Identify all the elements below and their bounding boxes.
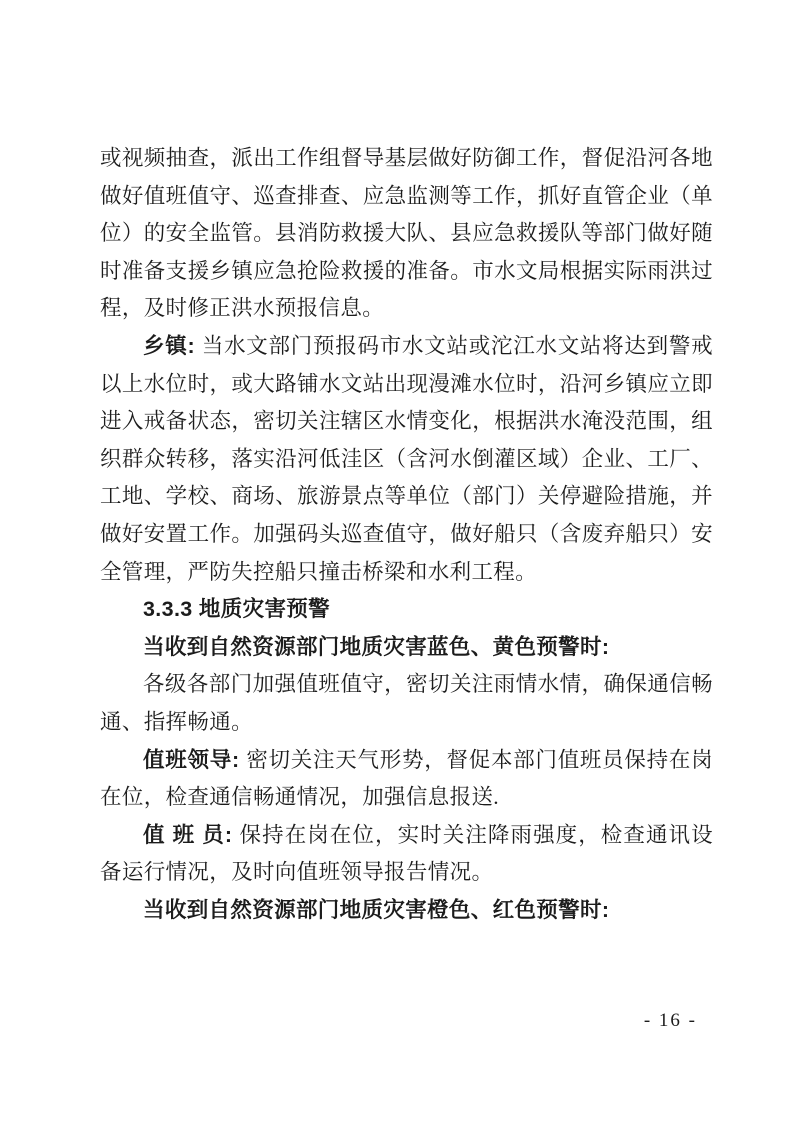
paragraph-all-departments-duty: 各级各部门加强值班值守，密切关注雨情水情，确保通信畅通、指挥畅通。 bbox=[100, 672, 713, 734]
township-body-text: 当水文部门预报码市水文站或沱江水文站将达到警戒以上水位时，或大路铺水文站出现漫滩水位时，沿河乡镇应立即进入戒备状态，密切关注辖区水情变化，根据洪水淹没范围，组织群众转移，落实沿河低洼区（含河水倒灌区域）企业、工厂、工地、学校、商场、旅游景点等单位（部门）关停避险措施，并做好安置工作。加强码头巡查值守，做好船只（含废弃船只）安全管理，严防失控船只撞击桥梁和水利工程。 bbox=[100, 333, 713, 584]
duty-officer-lead-label: 值 班 员: bbox=[143, 822, 233, 847]
orange-red-warning-heading: 当收到自然资源部门地质灾害橙色、红色预警时: bbox=[143, 897, 610, 922]
section-heading-3-3-3-geohazard-warning: 3.3.3 地质灾害预警 bbox=[143, 597, 330, 622]
paragraph-duty-officer bbox=[100, 817, 713, 892]
blue-yellow-warning-heading: 当收到自然资源部门地质灾害蓝色、黄色预警时: bbox=[143, 634, 610, 659]
paragraph-township-response bbox=[100, 328, 713, 591]
duty-leader-body-text: 密切关注天气形势，督促本部门值班员保持在岗在位，检查通信畅通情况，加强信息报送. bbox=[100, 747, 713, 810]
duty-leader-lead-label: 值班领导: bbox=[143, 747, 240, 772]
paragraph-flood-defense-continuation: 或视频抽查，派出工作组督导基层做好防御工作，督促沿河各地做好值班值守、巡查排查、应急监测等工作，抓好直管企业（单位）的安全监管。县消防救援大队、县应急救援队等部门做好随时准备支援乡镇应急抢险救援的准备。市水文局根据实际雨洪过程，及时修正洪水预报信息。 bbox=[100, 146, 713, 321]
paragraph-duty-leader bbox=[100, 742, 713, 817]
duty-officer-body-text: 保持在岗在位，实时关注降雨强度，检查通讯设备运行情况，及时向值班领导报告情况。 bbox=[100, 822, 713, 885]
page-number: - 16 - bbox=[643, 1010, 697, 1031]
township-lead-label: 乡镇: bbox=[143, 333, 195, 358]
document-body bbox=[100, 140, 713, 929]
